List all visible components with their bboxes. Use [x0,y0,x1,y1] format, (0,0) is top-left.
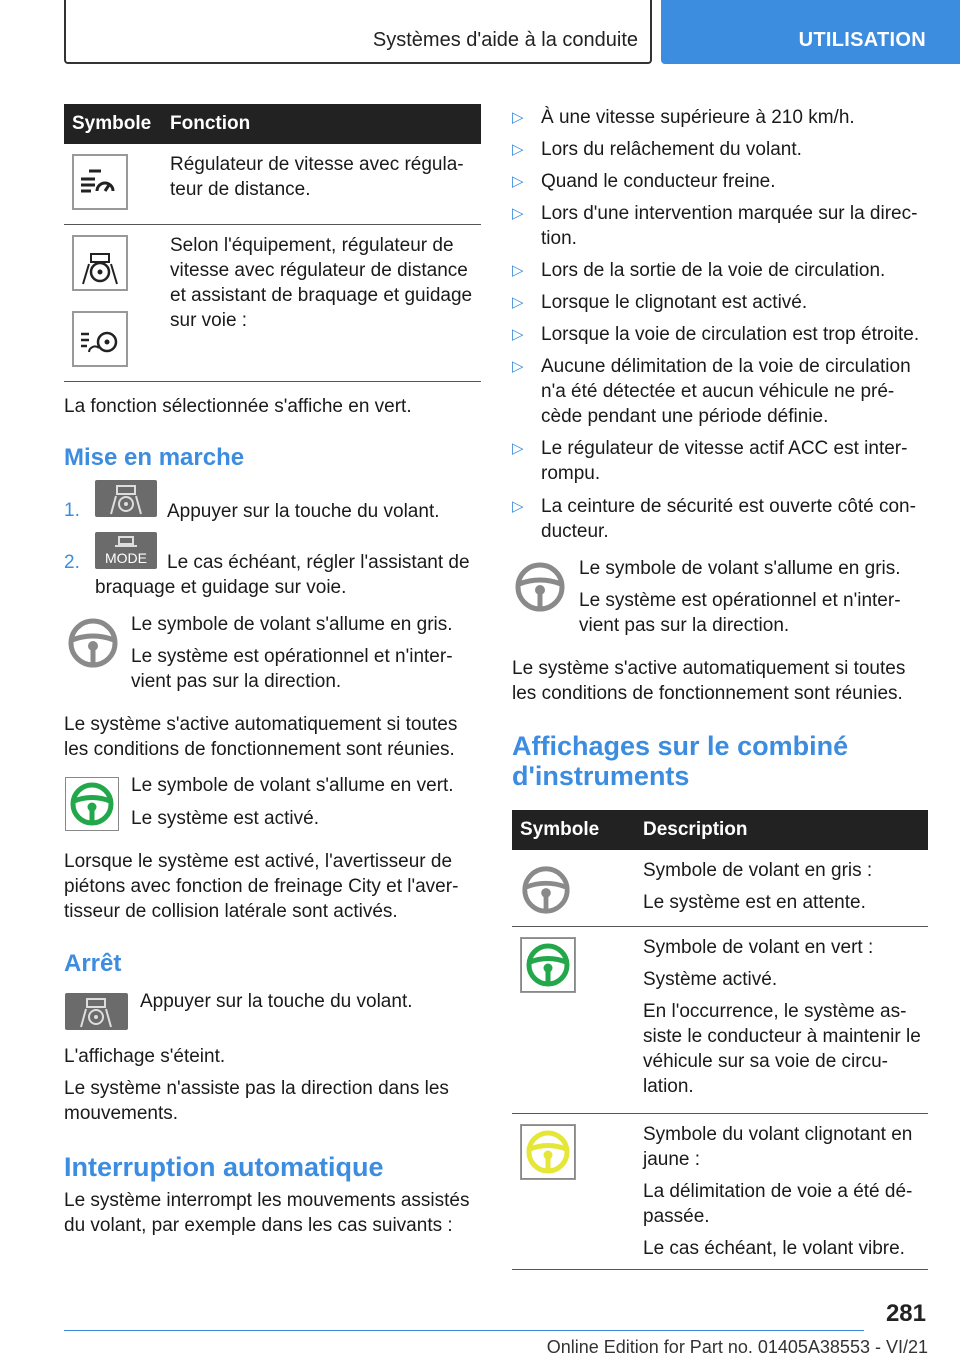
step-text: Le cas échéant, régler l'assistant de braquage et guidage sur voie. [95,552,470,598]
table-header-symbol: Symbole [512,810,635,850]
table-row [512,1114,928,1270]
section-tab [64,0,652,64]
table-row [512,927,928,1114]
list-item: La ceinture de sécurité est ouverte côté con-ducteur. [541,496,916,542]
paragraph: Le système est activé. [131,808,319,829]
heading-arret: Arrêt [64,950,122,977]
paragraph: Le symbole de volant s'allume en gris. [131,614,453,635]
list-item: Lors d'une intervention marquée sur la direc-tion. [541,203,918,249]
paragraph: Le système interrompt les mouvements assistés du volant, par exemple dans les cas suivants : [64,1190,470,1236]
table-cell: En l'occurrence, le système as-siste le conducteur à maintenir le véhicule sur sa voie de circu-lation. [643,1001,921,1097]
footer-divider [64,1330,864,1331]
steering-wheel-green-icon [65,777,119,831]
table-row [512,850,928,927]
display-table-wrap [512,810,928,1270]
heading-affichages: Affichages sur le combiné d'instruments [512,731,849,791]
table-cell: Régulateur de vitesse avec régula-teur de distance. [162,144,481,225]
list-item: Aucune délimitation de la voie de circulation n'a été détectée et aucun véhicule ne pré-cède pendant une période définie. [541,356,911,427]
page-number: 281 [885,1300,926,1327]
paragraph: Le symbole de volant s'allume en gris. [579,558,901,579]
list-item: Lors de la sortie de la voie de circulation. [541,260,886,281]
edition-note: Online Edition for Part no. 01405A38553 - VI/21 [546,1337,928,1357]
mode-button-icon: MODE [95,532,157,569]
lane-assist-icon [72,235,128,291]
chapter-tab [661,0,960,64]
table-cell: Selon l'équipement, régulateur de vitesse avec régulateur de distance et assistant de braquage et guidage sur voie : [162,225,481,382]
table-header-description: Description [635,810,928,850]
paragraph: Lorsque le système est activé, l'avertisseur de piétons avec fonction de freinage City et l'aver-tisseur de collision latérale sont activés. [64,851,459,922]
table-cell: Le système est en attente. [643,892,866,913]
step-text: Appuyer sur la touche du volant. [167,501,440,522]
steering-wheel-gray-icon [520,864,572,916]
paragraph: Le système n'assiste pas la direction dans les mouvements. [64,1078,449,1124]
table-cell: Le cas échéant, le volant vibre. [643,1238,905,1259]
step-number: 1. [64,500,80,521]
section-title: Systèmes d'aide à la conduite [372,29,638,51]
table-cell: Système activé. [643,969,778,990]
lane-assist-button-icon [95,480,157,517]
steering-wheel-yellow-icon [520,1124,576,1180]
table-header-function: Fonction [162,104,481,144]
list-item: À une vitesse supérieure à 210 km/h. [541,107,855,128]
list-item: Lorsque la voie de circulation est trop étroite. [541,324,920,345]
step-number: 2. [64,552,80,573]
steering-distance-icon [72,311,128,367]
paragraph: Le système s'active automatiquement si toutes les conditions de fonctionnement sont réunies. [64,714,458,760]
table-row [64,225,481,382]
function-table [64,104,481,382]
table-cell: Symbole de volant en vert : [643,937,874,958]
paragraph: Appuyer sur la touche du volant. [140,991,413,1012]
steering-wheel-green-icon [520,937,576,993]
steering-wheel-gray-icon [513,560,567,614]
list-item: Lors du relâchement du volant. [541,139,802,160]
paragraph: Le système est opérationnel et n'inter-vient pas sur la direction. [131,646,453,692]
cruise-distance-icon [72,154,128,210]
table-cell: La délimitation de voie a été dé-passée. [643,1181,913,1227]
paragraph: L'affichage s'éteint. [64,1046,226,1067]
list-item: Quand le conducteur freine. [541,171,776,192]
steering-wheel-gray-icon [66,616,120,670]
chapter-title: UTILISATION [798,29,926,51]
table-cell: Symbole du volant clignotant en jaune : [643,1124,913,1170]
list-item: Lorsque le clignotant est activé. [541,292,808,313]
lane-assist-button-icon [65,993,128,1030]
display-table [512,810,928,1270]
page-header [64,0,960,64]
heading-mise-en-marche: Mise en marche [64,444,245,471]
paragraph: La fonction sélectionnée s'affiche en vert. [64,396,412,417]
table-header-symbol: Symbole [64,104,162,144]
list-item: Le régulateur de vitesse actif ACC est inter-rompu. [541,438,908,484]
table-row [64,144,481,225]
paragraph: Le système s'active automatiquement si toutes les conditions de fonctionnement sont réunies. [512,658,906,704]
left-column [64,104,481,382]
paragraph: Le système est opérationnel et n'inter-vient pas sur la direction. [579,590,901,636]
heading-interruption: Interruption automatique [64,1152,384,1182]
paragraph: Le symbole de volant s'allume en vert. [131,775,454,796]
table-cell: Symbole de volant en gris : [643,860,873,881]
